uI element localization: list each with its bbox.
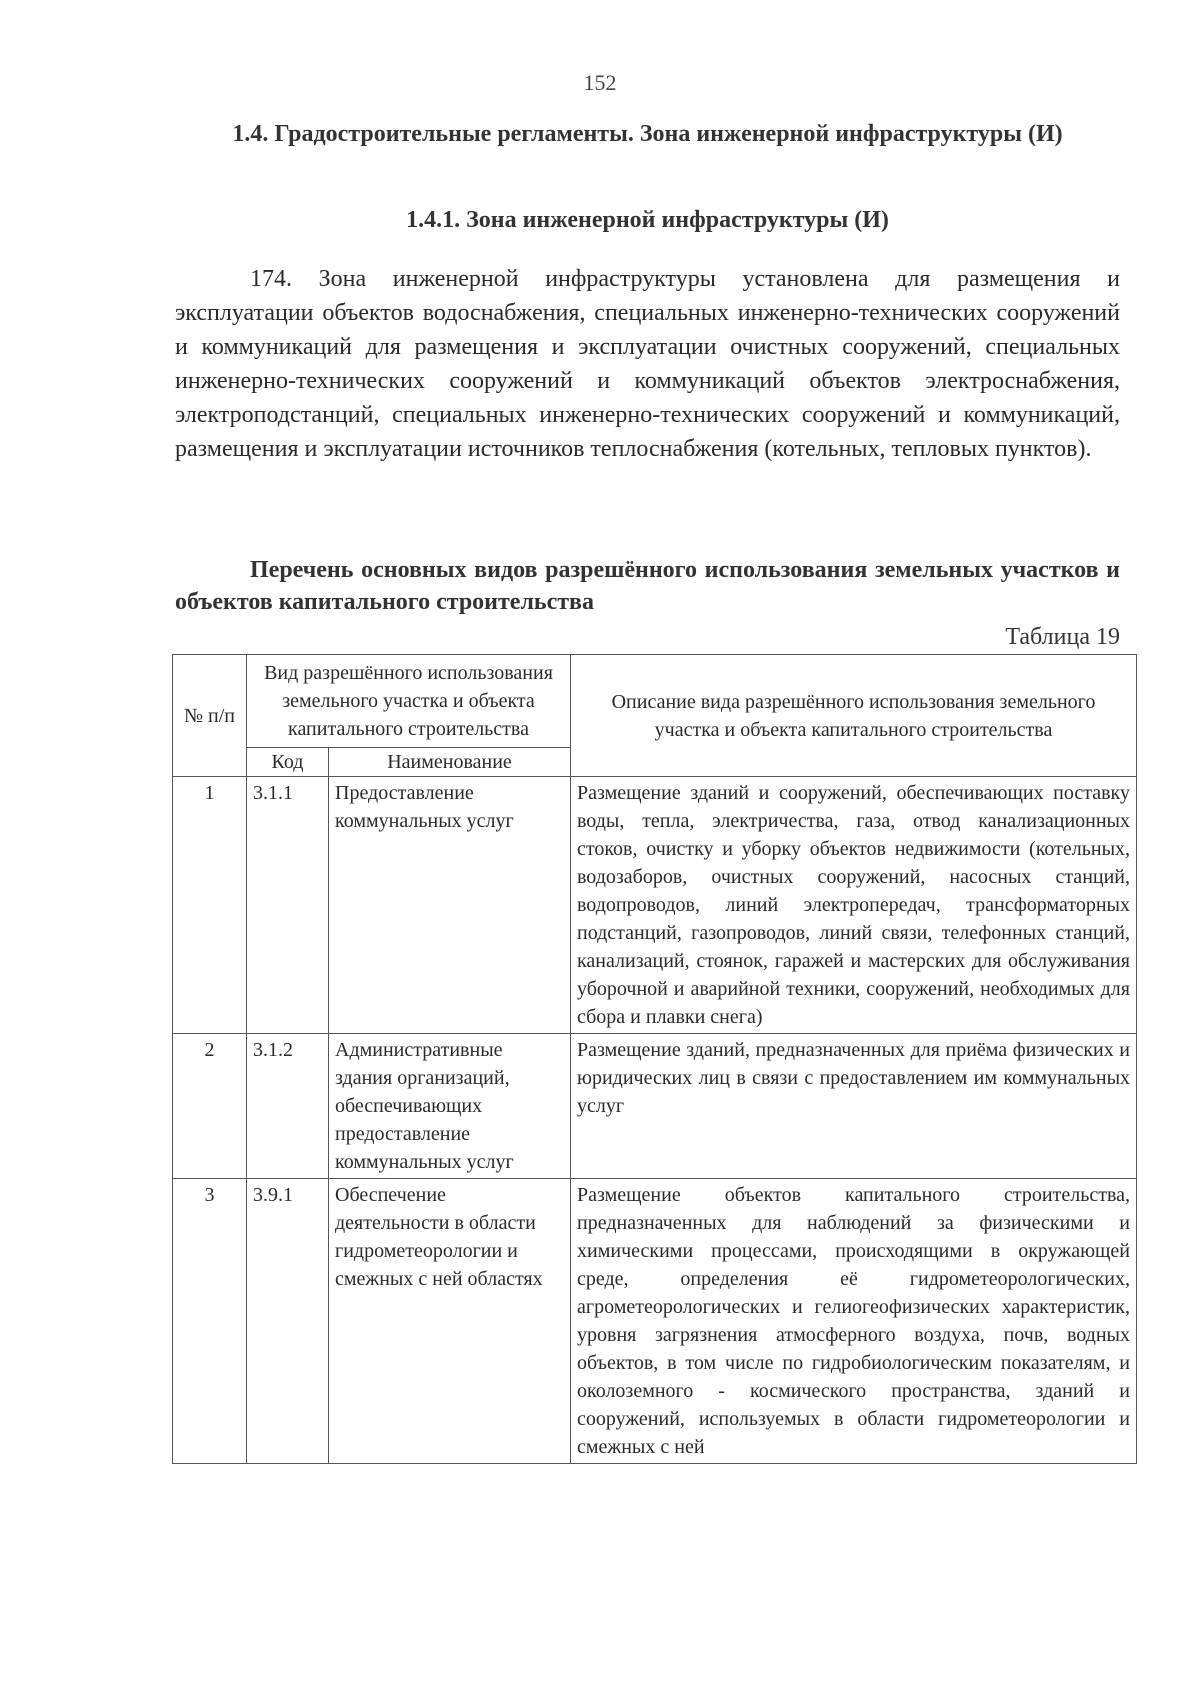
- table-row: [173, 777, 1137, 1034]
- row-code: 3.9.1: [247, 1179, 329, 1464]
- list-title: Перечень основных видов разрешённого использования земельных участков и объектов капитального строительства: [175, 557, 1120, 615]
- row-code: 3.1.1: [247, 777, 329, 1034]
- row-desc: Размещение объектов капитального строительства, предназначенных для наблюдений за физическими и химическими процессами, происходящими в окружающей среде, определения её гидрометеорологических, агрометеорологических и гелиогеофизических характеристик, уровня загрязнения атмосферного воздуха, почв, водных объектов, в том числе по гидробиологическим показателям, и околоземного - космического пространства, зданий и сооружений, используемых в области гидрометеорологии и смежных с ней: [571, 1179, 1137, 1464]
- permitted-use-table: [172, 654, 1137, 1464]
- header-kind: Вид разрешённого использования земельного участка и объекта капитального строительства: [247, 655, 571, 748]
- paragraph-174: 174. Зона инженерной инфраструктуры установлена для размещения и эксплуатации объектов водоснабжения, специальных инженерно-технических сооружений и коммуникаций для размещения и эксплуатации очистных сооружений, специальных инженерно-технических сооружений и коммуникаций объектов электроснабжения, электроподстанций, специальных инженерно-технических сооружений и коммуникаций, размещения и эксплуатации источников теплоснабжения (котельных, тепловых пунктов).: [175, 266, 1120, 462]
- row-name: Предоставление коммунальных услуг: [329, 777, 571, 1034]
- table-label: Таблица 19: [1005, 624, 1120, 650]
- header-num: № п/п: [173, 655, 247, 777]
- row-num: 1: [173, 777, 247, 1034]
- table-row: [173, 1179, 1137, 1464]
- header-name: Наименование: [329, 748, 571, 777]
- row-num: 3: [173, 1179, 247, 1464]
- header-code: Код: [247, 748, 329, 777]
- table-row: [173, 1034, 1137, 1179]
- row-name: Административные здания организаций, обеспечивающих предоставление коммунальных услуг: [329, 1034, 571, 1179]
- row-name: Обеспечение деятельности в области гидрометеорологии и смежных с ней областях: [329, 1179, 571, 1464]
- section-heading: 1.4. Градостроительные регламенты. Зона инженерной инфраструктуры (И): [232, 121, 1063, 147]
- page-number: 152: [583, 70, 617, 95]
- header-desc: Описание вида разрешённого использования земельного участка и объекта капитального строительства: [571, 655, 1137, 777]
- row-desc: Размещение зданий и сооружений, обеспечивающих поставку воды, тепла, электричества, газа, отвод канализационных стоков, очистку и уборку объектов недвижимости (котельных, водозаборов, очистных сооружений, насосных станций, водопроводов, линий электропередач, трансформаторных подстанций, газопроводов, линий связи, телефонных станций, канализаций, стоянок, гаражей и мастерских для обслуживания уборочной и аварийной техники, сооружений, необходимых для сбора и плавки снега): [571, 777, 1137, 1034]
- row-num: 2: [173, 1034, 247, 1179]
- row-desc: Размещение зданий, предназначенных для приёма физических и юридических лиц в связи с предоставлением им коммунальных услуг: [571, 1034, 1137, 1179]
- row-code: 3.1.2: [247, 1034, 329, 1179]
- subsection-heading: 1.4.1. Зона инженерной инфраструктуры (И): [406, 207, 889, 233]
- table-header-row: [173, 655, 1137, 748]
